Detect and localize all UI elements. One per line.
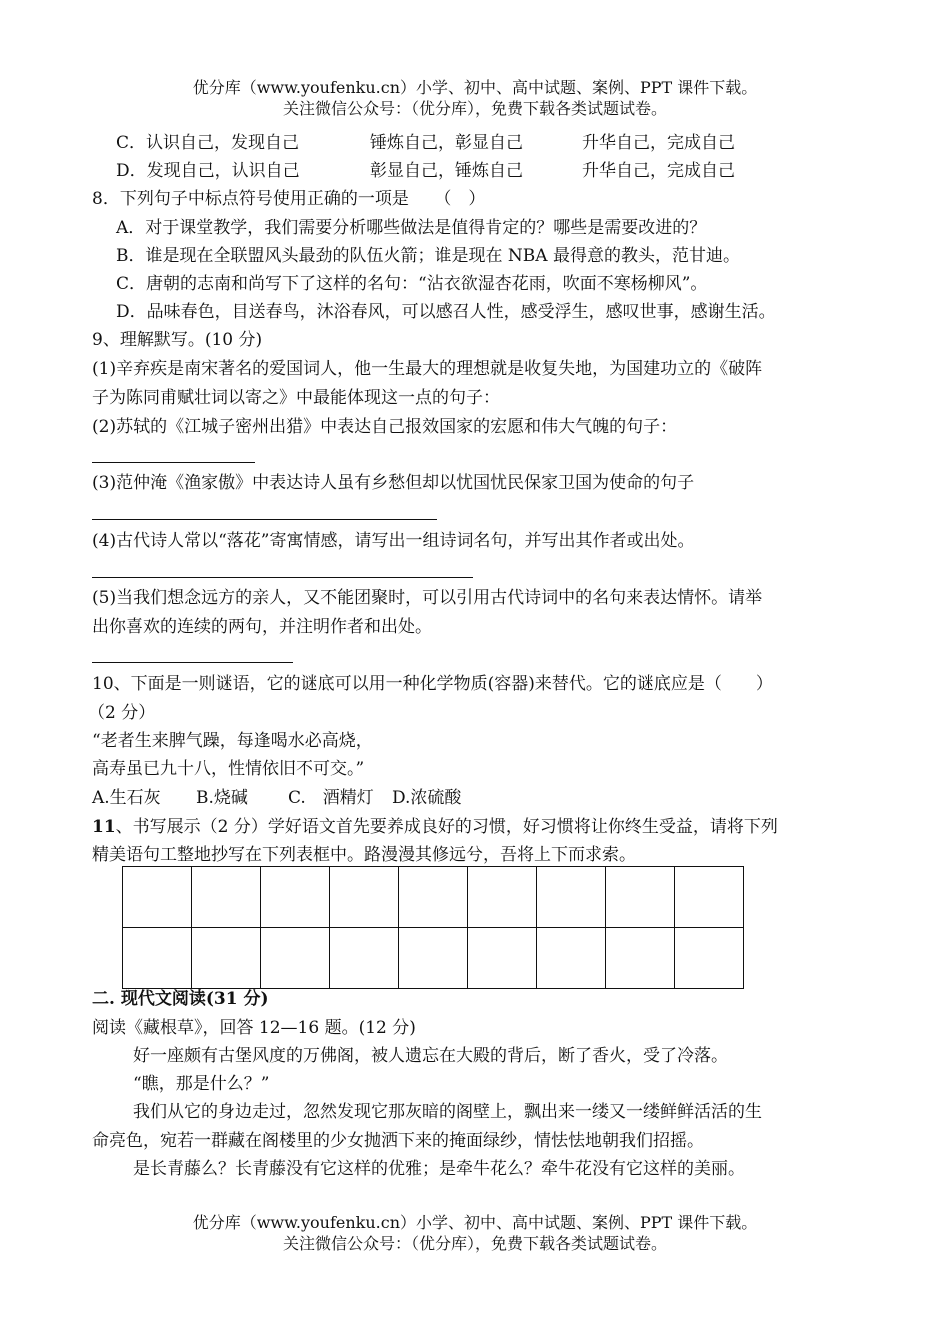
footer-line-1: 优分库（www.youfenku.cn）小学、初中、高中试题、案例、PPT 课件下载。	[192, 1213, 758, 1232]
grid-cell[interactable]	[606, 928, 675, 989]
q7-option-c-part3: 升华自己，完成自己	[582, 133, 735, 153]
q11-number: 11	[92, 817, 116, 837]
header-line-1: 优分库（www.youfenku.cn）小学、初中、高中试题、案例、PPT 课件下载。	[192, 78, 758, 97]
q7-option-c-part1: C．认识自己，发现自己	[116, 133, 300, 153]
q10-score: （2 分）	[88, 703, 156, 723]
q10-stem: 10、下面是一则谜语，它的谜底可以用一种化学物质(容器)来替代。它的谜底应是（ ）	[92, 674, 773, 694]
grid-cell[interactable]	[675, 928, 744, 989]
q7-option-c-part2: 锤炼自己，彰显自己	[370, 133, 523, 153]
passage-para-4: 是长青藤么？长青藤没有它这样的优雅；是牵牛花么？牵牛花没有它这样的美丽。	[133, 1159, 745, 1179]
grid-cell[interactable]	[261, 928, 330, 989]
q10-riddle-line1: “老者生来脾气躁，每逢喝水必高烧，	[92, 731, 373, 751]
q10-riddle-line2: 高寿虽已九十八，性情依旧不可交。”	[92, 759, 365, 779]
q9-stem: 9、理解默写。(10 分)	[92, 330, 263, 350]
q7-option-d-part2: 彰显自己，锤炼自己	[370, 161, 523, 181]
grid-cell[interactable]	[675, 867, 744, 928]
q8-option-b: B．谁是现在全联盟风头最劲的队伍火箭；谁是现在 NBA 最得意的教头，范甘迪。	[116, 246, 740, 266]
header-line-2: 关注微信公众号：（优分库），免费下载各类试题试卷。	[282, 99, 667, 118]
q9-part3: (3)范仲淹《渔家傲》中表达诗人虽有乡愁但却以忧国忧民保家卫国为使命的句子	[92, 473, 695, 493]
writing-grid	[122, 866, 744, 989]
passage-para-3-line2: 命亮色，宛若一群藏在阁楼里的少女抛洒下来的掩面绿纱，情怯怯地朝我们招摇。	[92, 1131, 704, 1151]
q9-part1-line2: 子为陈同甫赋壮词以寄之》中最能体现这一点的句子：	[92, 388, 500, 408]
grid-cell[interactable]	[399, 928, 468, 989]
q9-part1-line1: (1)辛弃疾是南宋著名的爱国词人，他一生最大的理想就是收复失地，为国建功立的《破阵	[92, 359, 763, 379]
grid-cell[interactable]	[192, 928, 261, 989]
grid-cell[interactable]	[123, 928, 192, 989]
answer-line-5[interactable]	[92, 662, 293, 663]
grid-cell[interactable]	[330, 867, 399, 928]
grid-cell[interactable]	[468, 928, 537, 989]
q10-option-a: A.生石灰	[92, 788, 161, 808]
grid-cell[interactable]	[192, 867, 261, 928]
grid-cell[interactable]	[468, 867, 537, 928]
grid-cell[interactable]	[399, 867, 468, 928]
q8-stem: 8．下列句子中标点符号使用正确的一项是 （ ）	[92, 189, 486, 209]
footer-line-2: 关注微信公众号：（优分库），免费下载各类试题试卷。	[282, 1234, 667, 1253]
grid-cell[interactable]	[606, 867, 675, 928]
grid-row	[123, 928, 744, 989]
grid-cell[interactable]	[123, 867, 192, 928]
q7-option-d-part1: D．发现自己，认识自己	[116, 161, 300, 181]
q10-option-c: C. 酒精灯	[288, 788, 374, 808]
q9-part5-line2: 出你喜欢的连续的两句，并注明作者和出处。	[92, 617, 432, 637]
answer-line-2[interactable]	[92, 462, 255, 463]
grid-row	[123, 867, 744, 928]
grid-cell[interactable]	[537, 928, 606, 989]
grid-cell[interactable]	[537, 867, 606, 928]
q7-option-d-part3: 升华自己，完成自己	[582, 161, 735, 181]
passage-para-3-line1: 我们从它的身边走过，忽然发现它那灰暗的阁壁上，飘出来一缕又一缕鲜鲜活活的生	[133, 1102, 762, 1122]
q10-option-b: B.烧碱	[196, 788, 248, 808]
q9-part5-line1: (5)当我们想念远方的亲人，又不能团聚时，可以引用古代诗词中的名句来表达情怀。请举	[92, 588, 763, 608]
q10-option-d: D.浓硫酸	[392, 788, 462, 808]
grid-cell[interactable]	[261, 867, 330, 928]
grid-cell[interactable]	[330, 928, 399, 989]
passage-para-2: “瞧，那是什么？”	[133, 1074, 270, 1094]
q9-part2: (2)苏轼的《江城子密州出猎》中表达自己报效国家的宏愿和伟大气魄的句子：	[92, 417, 678, 437]
answer-line-4[interactable]	[92, 577, 473, 578]
q7-option-d	[116, 158, 735, 184]
q8-option-a: A．对于课堂教学，我们需要分析哪些做法是值得肯定的？哪些是需要改进的？	[116, 218, 707, 238]
q8-option-d: D．品味春色，目送春鸟，沐浴春风，可以感召人性，感受浮生，感叹世事，感谢生活。	[116, 302, 776, 322]
section2-title: 二. 现代文阅读(31 分)	[92, 989, 269, 1009]
q8-option-c: C．唐朝的志南和尚写下了这样的名句：“沾衣欲湿杏花雨，吹面不寒杨柳风”。	[116, 274, 708, 294]
q10-options	[92, 785, 461, 811]
answer-line-3[interactable]	[92, 519, 437, 520]
q7-option-c	[116, 130, 735, 156]
section2-intro: 阅读《藏根草》，回答 12—16 题。(12 分)	[92, 1018, 416, 1038]
q11-stem-line2: 精美语句工整地抄写在下列表框中。路漫漫其修远兮，吾将上下而求索。	[92, 845, 636, 865]
q9-part4: (4)古代诗人常以“落花”寄寓情感，请写出一组诗词名句，并写出其作者或出处。	[92, 531, 695, 551]
q11-stem-text: 、书写展示（2 分）学好语文首先要养成良好的习惯，好习惯将让你终生受益，请将下列	[115, 817, 778, 837]
passage-para-1: 好一座颇有古堡风度的万佛阁，被人遗忘在大殿的背后，断了香火，受了冷落。	[133, 1046, 728, 1066]
q11-stem-line1	[92, 814, 778, 840]
